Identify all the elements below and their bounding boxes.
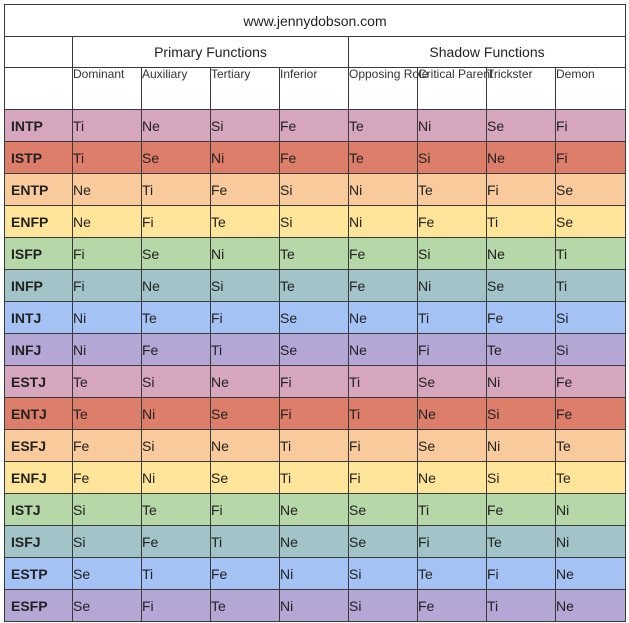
function-cell: Ne [487, 238, 556, 270]
function-cell: Se [418, 430, 487, 462]
type-label: ENTP [5, 174, 73, 206]
function-cell: Ti [556, 238, 626, 270]
function-cell: Ne [349, 334, 418, 366]
function-cell: Si [142, 430, 211, 462]
function-cell: Fi [73, 270, 142, 302]
blank-type-header [5, 68, 73, 110]
function-cell: Fe [280, 110, 349, 142]
function-cell: Ni [349, 174, 418, 206]
function-cell: Fi [418, 334, 487, 366]
function-cell: Te [349, 142, 418, 174]
table-row [5, 142, 626, 174]
function-cell: Ti [349, 398, 418, 430]
type-label: ENTJ [5, 398, 73, 430]
table-row [5, 462, 626, 494]
column-header: Dominant [73, 68, 142, 110]
function-cell: Te [73, 398, 142, 430]
function-cell: Ne [211, 430, 280, 462]
function-cell: Fi [73, 238, 142, 270]
function-cell: Si [349, 558, 418, 590]
function-cell: Fe [418, 206, 487, 238]
function-cell: Fe [556, 366, 626, 398]
table-row [5, 270, 626, 302]
function-cell: Se [349, 526, 418, 558]
function-cell: Ti [73, 142, 142, 174]
blank-corner [5, 37, 73, 68]
function-cell: Ni [487, 430, 556, 462]
function-cell: Si [418, 142, 487, 174]
function-cell: Fe [556, 398, 626, 430]
shadow-functions-header: Shadow Functions [349, 37, 626, 68]
function-cell: Fe [280, 142, 349, 174]
type-label: ENFJ [5, 462, 73, 494]
table-row [5, 238, 626, 270]
function-cell: Si [73, 494, 142, 526]
function-cell: Si [418, 238, 487, 270]
function-cell: Fi [487, 558, 556, 590]
function-cell: Si [280, 206, 349, 238]
column-header: Trickster [487, 68, 556, 110]
function-cell: Se [349, 494, 418, 526]
function-cell: Ne [487, 142, 556, 174]
function-cell: Ne [211, 366, 280, 398]
function-cell: Fe [73, 462, 142, 494]
function-cell: Ti [418, 302, 487, 334]
function-cell: Ti [487, 206, 556, 238]
function-cell: Fe [211, 558, 280, 590]
function-cell: Ti [142, 558, 211, 590]
function-cell: Ni [73, 302, 142, 334]
function-cell: Fe [487, 494, 556, 526]
function-cell: Se [556, 206, 626, 238]
function-cell: Te [280, 270, 349, 302]
function-cell: Si [349, 590, 418, 622]
table-row [5, 526, 626, 558]
column-header: Opposing Role [349, 68, 418, 110]
function-cell: Ti [142, 174, 211, 206]
function-cell: Ne [556, 590, 626, 622]
function-cell: Si [211, 110, 280, 142]
table-row [5, 430, 626, 462]
table-row [5, 174, 626, 206]
function-cell: Si [73, 526, 142, 558]
function-cell: Ne [73, 206, 142, 238]
function-cell: Ti [349, 366, 418, 398]
function-cell: Te [142, 494, 211, 526]
type-label: ESFJ [5, 430, 73, 462]
type-label: INFP [5, 270, 73, 302]
function-cell: Ni [280, 590, 349, 622]
column-header: Tertiary [211, 68, 280, 110]
function-cell: Fi [211, 302, 280, 334]
type-label: INTP [5, 110, 73, 142]
table-row [5, 110, 626, 142]
function-cell: Fi [211, 494, 280, 526]
function-cell: Se [487, 270, 556, 302]
type-label: ESFP [5, 590, 73, 622]
function-cell: Ti [487, 590, 556, 622]
function-cell: Se [142, 142, 211, 174]
table-row [5, 206, 626, 238]
function-cell: Ni [73, 334, 142, 366]
function-cell: Fi [556, 110, 626, 142]
function-cell: Fi [142, 590, 211, 622]
function-cell: Fi [487, 174, 556, 206]
function-cell: Si [280, 174, 349, 206]
type-label: ESTJ [5, 366, 73, 398]
function-cell: Ti [211, 334, 280, 366]
table-row [5, 590, 626, 622]
function-cell: Te [73, 366, 142, 398]
function-cell: Ne [280, 494, 349, 526]
table-row [5, 558, 626, 590]
function-cell: Te [349, 110, 418, 142]
functions-table [4, 4, 626, 622]
function-cell: Ni [211, 142, 280, 174]
function-cell: Ne [142, 270, 211, 302]
function-cell: Fe [142, 334, 211, 366]
function-cell: Fi [556, 142, 626, 174]
site-url: www.jennydobson.com [5, 5, 626, 37]
function-cell: Se [556, 174, 626, 206]
function-cell: Si [487, 398, 556, 430]
function-cell: Fe [73, 430, 142, 462]
function-cell: Te [142, 302, 211, 334]
primary-functions-header: Primary Functions [73, 37, 349, 68]
function-cell: Se [211, 398, 280, 430]
type-label: ISTP [5, 142, 73, 174]
function-cell: Te [211, 206, 280, 238]
function-cell: Fi [142, 206, 211, 238]
function-cell: Ti [211, 526, 280, 558]
function-cell: Ni [556, 494, 626, 526]
function-cell: Fe [349, 270, 418, 302]
function-cell: Se [280, 302, 349, 334]
function-cell: Ni [349, 206, 418, 238]
function-cell: Se [487, 110, 556, 142]
table-row [5, 334, 626, 366]
function-cell: Ne [73, 174, 142, 206]
function-cell: Ne [418, 462, 487, 494]
function-cell: Se [73, 558, 142, 590]
function-cell: Se [142, 238, 211, 270]
function-cell: Ni [211, 238, 280, 270]
function-cell: Fi [280, 366, 349, 398]
function-cell: Fi [280, 398, 349, 430]
function-cell: Te [556, 430, 626, 462]
function-cell: Ni [556, 526, 626, 558]
function-cell: Ne [418, 398, 487, 430]
column-header: Critical Parent [418, 68, 487, 110]
function-cell: Fe [349, 238, 418, 270]
table-row [5, 494, 626, 526]
function-cell: Fe [211, 174, 280, 206]
function-cell: Fi [418, 526, 487, 558]
table-row [5, 366, 626, 398]
type-label: ENFP [5, 206, 73, 238]
function-cell: Se [73, 590, 142, 622]
function-cell: Fe [142, 526, 211, 558]
function-cell: Si [556, 334, 626, 366]
column-header: Auxiliary [142, 68, 211, 110]
function-cell: Si [211, 270, 280, 302]
table-row [5, 398, 626, 430]
function-cell: Te [487, 526, 556, 558]
function-cell: Fi [349, 430, 418, 462]
type-label: INFJ [5, 334, 73, 366]
function-cell: Te [487, 334, 556, 366]
function-cell: Si [556, 302, 626, 334]
function-cell: Te [280, 238, 349, 270]
function-cell: Si [142, 366, 211, 398]
function-cell: Ni [487, 366, 556, 398]
function-cell: Ti [418, 494, 487, 526]
function-cell: Ti [556, 270, 626, 302]
type-label: ESTP [5, 558, 73, 590]
function-cell: Ni [418, 270, 487, 302]
function-cell: Ne [142, 110, 211, 142]
type-label: ISFJ [5, 526, 73, 558]
column-header: Demon [556, 68, 626, 110]
function-cell: Te [418, 174, 487, 206]
function-cell: Ni [280, 558, 349, 590]
function-cell: Te [556, 462, 626, 494]
function-cell: Te [418, 558, 487, 590]
function-cell: Ne [556, 558, 626, 590]
function-cell: Se [211, 462, 280, 494]
table-row [5, 302, 626, 334]
function-cell: Se [418, 366, 487, 398]
function-cell: Fe [418, 590, 487, 622]
column-header: Inferior [280, 68, 349, 110]
function-cell: Si [487, 462, 556, 494]
type-label: ISFP [5, 238, 73, 270]
function-cell: Ti [73, 110, 142, 142]
type-label: ISTJ [5, 494, 73, 526]
function-cell: Ni [418, 110, 487, 142]
function-cell: Ni [142, 462, 211, 494]
function-cell: Ti [280, 430, 349, 462]
function-cell: Fe [487, 302, 556, 334]
function-cell: Te [211, 590, 280, 622]
function-cell: Fi [349, 462, 418, 494]
function-cell: Ne [280, 526, 349, 558]
function-cell: Ne [349, 302, 418, 334]
function-cell: Se [280, 334, 349, 366]
function-cell: Ti [280, 462, 349, 494]
function-cell: Ni [142, 398, 211, 430]
type-label: INTJ [5, 302, 73, 334]
